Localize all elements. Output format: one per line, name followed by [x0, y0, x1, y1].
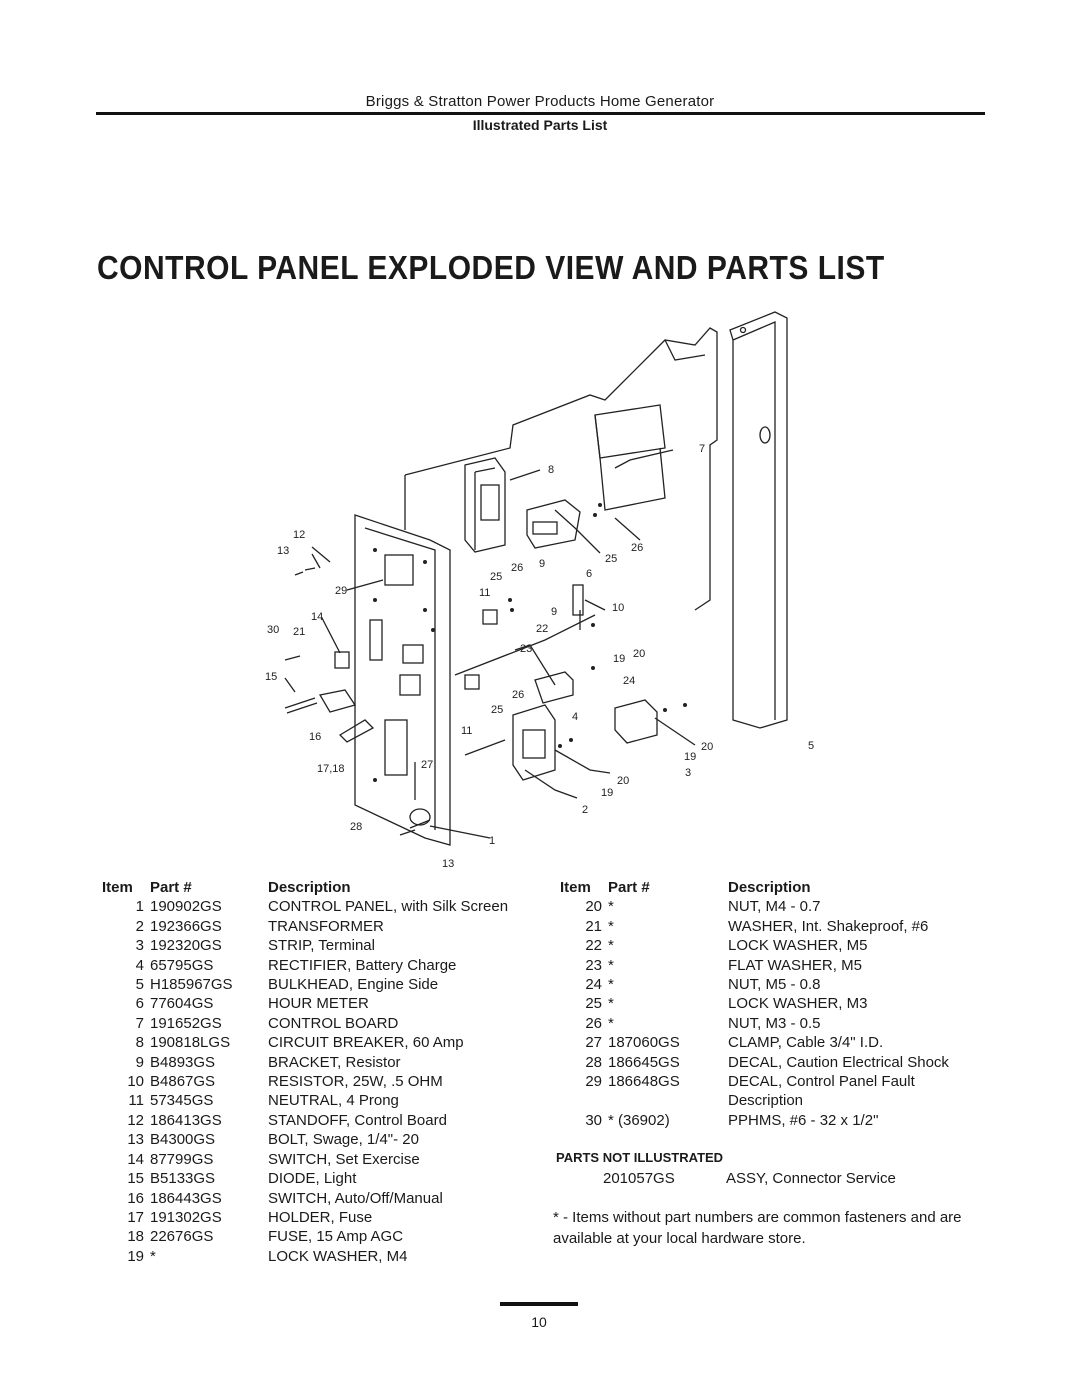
- table-row: [560, 1033, 990, 1052]
- cell-item: 5: [135, 976, 144, 994]
- callout-7: 7: [699, 443, 706, 455]
- cell-item: 2: [135, 917, 144, 935]
- page-title: CONTROL PANEL EXPLODED VIEW AND PARTS LIST: [97, 250, 885, 287]
- cell-part: 187060GS: [608, 1034, 680, 1052]
- callout-6: 6: [586, 568, 593, 580]
- cell-item: 21: [585, 917, 602, 935]
- cell-item: 18: [127, 1228, 144, 1246]
- table-row: [102, 1130, 530, 1149]
- callout-19a: 19: [613, 653, 626, 665]
- callout-5: 5: [808, 740, 815, 752]
- table-row: [560, 994, 990, 1013]
- cell-item: 22: [585, 937, 602, 955]
- cell-item: 6: [135, 995, 144, 1013]
- cell-description: TRANSFORMER: [268, 917, 384, 935]
- callout-25a: 25: [605, 553, 618, 565]
- cell-description: NUT, M5 - 0.8: [728, 976, 821, 994]
- header-part: Part #: [608, 879, 650, 896]
- parts-table-right-body: [560, 897, 990, 1130]
- cell-item: 3: [135, 937, 144, 955]
- callout-15: 15: [265, 671, 278, 683]
- callout-1: 1: [489, 835, 496, 847]
- callout-30: 30: [267, 624, 280, 636]
- cell-description: DIODE, Light: [268, 1170, 357, 1188]
- callout-11b: 11: [461, 725, 473, 737]
- cell-part: B4300GS: [150, 1131, 216, 1149]
- table-row: [102, 1189, 530, 1208]
- table-row: [102, 1033, 530, 1052]
- cell-description: LOCK WASHER, M4: [268, 1247, 408, 1265]
- cell-part: 192320GS: [150, 937, 222, 955]
- cell-part: 190818LGS: [150, 1034, 231, 1052]
- cell-part: 191652GS: [150, 1014, 222, 1032]
- cell-item: 29: [585, 1073, 602, 1091]
- cell-item: 10: [127, 1073, 144, 1091]
- table-row: [102, 936, 530, 955]
- callout-20a: 20: [633, 648, 646, 660]
- header-item: Item: [102, 879, 133, 896]
- callout-19b: 19: [684, 751, 697, 763]
- callout-9b: 9: [551, 606, 558, 618]
- cell-part: B5133GS: [150, 1170, 216, 1188]
- table-row: [102, 917, 530, 936]
- callout-14: 14: [311, 611, 324, 623]
- cell-part: B4867GS: [150, 1073, 216, 1091]
- table-header-row: [102, 878, 530, 897]
- cell-part: 87799GS: [150, 1150, 214, 1168]
- parts-table-left-body: [102, 897, 530, 1266]
- cell-part: *: [150, 1247, 156, 1265]
- table-row: [102, 1072, 530, 1091]
- cell-item: 24: [585, 976, 602, 994]
- header-rule: [96, 112, 985, 115]
- cell-item: [560, 1091, 608, 1110]
- callout-26a: 26: [631, 542, 644, 554]
- cell-description: HOUR METER: [268, 995, 369, 1013]
- cell-description: LOCK WASHER, M3: [728, 995, 868, 1013]
- table-row: [560, 1014, 990, 1033]
- table-row: [102, 1014, 530, 1033]
- cell-description: LOCK WASHER, M5: [728, 937, 868, 955]
- callout-20c: 20: [617, 775, 630, 787]
- table-row: [102, 1169, 530, 1188]
- cell-description: CONTROL BOARD: [268, 1014, 399, 1032]
- cell-part: [608, 1091, 728, 1110]
- callout-27: 27: [421, 759, 434, 771]
- cell-description: CLAMP, Cable 3/4" I.D.: [728, 1034, 884, 1052]
- cell-item: 1: [135, 898, 144, 916]
- cell-item: 20: [585, 898, 602, 916]
- callout-13b: 13: [442, 858, 455, 870]
- cell-description: STANDOFF, Control Board: [268, 1111, 447, 1129]
- table-row: [102, 1150, 530, 1169]
- callout-23: 23: [520, 643, 533, 655]
- cell-description: SWITCH, Auto/Off/Manual: [268, 1189, 443, 1207]
- cell-part: 186648GS: [608, 1073, 680, 1091]
- callout-4: 4: [572, 711, 579, 723]
- callout-22: 22: [536, 623, 549, 635]
- cell-description: RECTIFIER, Battery Charge: [268, 956, 457, 974]
- cell-description: FUSE, 15 Amp AGC: [268, 1228, 404, 1246]
- table-row: [560, 1111, 990, 1130]
- cell-part: 186645GS: [608, 1053, 680, 1071]
- table-row: [102, 994, 530, 1013]
- cell-part: 190902GS: [150, 898, 222, 916]
- callout-21: 21: [293, 626, 306, 638]
- table-row: [102, 897, 530, 916]
- not-illustrated-heading: PARTS NOT ILLUSTRATED: [556, 1150, 724, 1165]
- table-row: [560, 1091, 990, 1110]
- cell-item: 7: [135, 1014, 144, 1032]
- cell-description: Description: [728, 1092, 804, 1110]
- cell-item: 11: [128, 1092, 144, 1110]
- cell-item: 17: [127, 1208, 144, 1226]
- cell-part: B4893GS: [150, 1053, 216, 1071]
- cell-part: 65795GS: [150, 956, 214, 974]
- cell-description: BOLT, Swage, 1/4"- 20: [268, 1131, 419, 1149]
- callout-3: 3: [685, 767, 692, 779]
- cell-part: *: [608, 995, 614, 1013]
- table-row: [102, 1208, 530, 1227]
- callout-19c: 19: [601, 787, 614, 799]
- callout-16: 16: [309, 731, 322, 743]
- table-row: [560, 975, 990, 994]
- callout-20b: 20: [701, 741, 714, 753]
- cell-description: FLAT WASHER, M5: [728, 956, 862, 974]
- cell-part: *: [608, 956, 614, 974]
- header-description: Description: [728, 879, 811, 896]
- callout-13a: 13: [277, 545, 290, 557]
- callout-9a: 9: [539, 558, 546, 570]
- table-row: [560, 936, 990, 955]
- table-row: [102, 1247, 530, 1266]
- callout-24: 24: [623, 675, 636, 687]
- table-row: [560, 1053, 990, 1072]
- table-row: [102, 956, 530, 975]
- cell-part: 192366GS: [150, 917, 222, 935]
- cell-description: BULKHEAD, Engine Side: [268, 976, 439, 994]
- cell-description: HOLDER, Fuse: [268, 1208, 373, 1226]
- not-illustrated-description: ASSY, Connector Service: [726, 1170, 896, 1187]
- page-number-rule: [500, 1302, 578, 1306]
- header-description: Description: [268, 879, 351, 896]
- cell-item: 15: [127, 1170, 144, 1188]
- callout-25c: 25: [491, 704, 504, 716]
- cell-part: 22676GS: [150, 1228, 214, 1246]
- cell-description: DECAL, Caution Electrical Shock: [728, 1053, 949, 1071]
- cell-part: 77604GS: [150, 995, 214, 1013]
- cell-part: *: [608, 937, 614, 955]
- cell-item: 23: [585, 956, 602, 974]
- cell-item: 4: [135, 956, 144, 974]
- cell-description: NUT, M4 - 0.7: [728, 898, 821, 916]
- callout-11a: 11: [479, 587, 491, 599]
- header-title: Briggs & Stratton Power Products Home Generator: [365, 93, 715, 110]
- cell-part: 57345GS: [150, 1092, 214, 1110]
- cell-item: 12: [127, 1111, 144, 1129]
- cell-part: 191302GS: [150, 1208, 222, 1226]
- cell-item: 16: [127, 1189, 144, 1207]
- not-illustrated-part: 201057GS: [603, 1170, 675, 1187]
- cell-item: 28: [585, 1053, 602, 1071]
- cell-description: PPHMS, #6 - 32 x 1/2": [728, 1111, 879, 1129]
- exploded-view-diagram: [255, 300, 825, 875]
- callout-25b: 25: [490, 571, 503, 583]
- header-part: Part #: [150, 879, 192, 896]
- page-number: 10: [531, 1314, 547, 1330]
- table-row: [560, 956, 990, 975]
- cell-item: 8: [135, 1034, 144, 1052]
- cell-description: RESISTOR, 25W, .5 OHM: [268, 1073, 443, 1091]
- table-row: [102, 1227, 530, 1246]
- cell-item: 27: [585, 1034, 602, 1052]
- cell-item: 30: [585, 1111, 602, 1129]
- header-item: Item: [560, 879, 591, 896]
- parts-table-right: [560, 878, 990, 1130]
- callout-26c: 26: [512, 689, 525, 701]
- table-row: [102, 1091, 530, 1110]
- table-row: [560, 1072, 990, 1091]
- cell-item: 13: [127, 1131, 144, 1149]
- cell-item: 26: [585, 1014, 602, 1032]
- cell-description: CIRCUIT BREAKER, 60 Amp: [268, 1034, 464, 1052]
- cell-description: WASHER, Int. Shakeproof, #6: [728, 917, 929, 935]
- table-row: [102, 1111, 530, 1130]
- cell-description: BRACKET, Resistor: [268, 1053, 401, 1071]
- cell-description: NUT, M3 - 0.5: [728, 1014, 821, 1032]
- table-header-row: [560, 878, 990, 897]
- callout-28: 28: [350, 821, 363, 833]
- cell-description: DECAL, Control Panel Fault: [728, 1073, 915, 1091]
- cell-description: SWITCH, Set Exercise: [268, 1150, 420, 1168]
- table-row: [102, 975, 530, 994]
- cell-part: 186443GS: [150, 1189, 222, 1207]
- cell-item: 14: [127, 1150, 144, 1168]
- cell-part: 186413GS: [150, 1111, 222, 1129]
- cell-part: H185967GS: [150, 976, 233, 994]
- table-row: [560, 917, 990, 936]
- callout-2: 2: [582, 804, 589, 816]
- cell-description: STRIP, Terminal: [268, 937, 375, 955]
- header-subtitle: Illustrated Parts List: [472, 117, 608, 133]
- cell-part: *: [608, 917, 614, 935]
- cell-item: 25: [585, 995, 602, 1013]
- footnote: * - Items without part numbers are common fasteners and are available at your local hardware store.: [553, 1209, 962, 1247]
- cell-item: 9: [135, 1053, 144, 1071]
- callout-12: 12: [293, 529, 306, 541]
- table-row: [102, 1053, 530, 1072]
- cell-item: 19: [127, 1247, 144, 1265]
- cell-part: *: [608, 976, 614, 994]
- cell-part: *: [608, 898, 614, 916]
- parts-table-left: [102, 878, 530, 1266]
- cell-part: *: [608, 1014, 614, 1032]
- callout-29: 29: [335, 585, 348, 597]
- callout-10: 10: [612, 602, 625, 614]
- cell-description: CONTROL PANEL, with Silk Screen: [268, 898, 509, 916]
- cell-part: * (36902): [608, 1111, 670, 1129]
- callout-26b: 26: [511, 562, 524, 574]
- callout-8: 8: [548, 464, 555, 476]
- callout-17-18: 17,18: [317, 763, 345, 775]
- table-row: [560, 897, 990, 916]
- cell-description: NEUTRAL, 4 Prong: [268, 1092, 399, 1110]
